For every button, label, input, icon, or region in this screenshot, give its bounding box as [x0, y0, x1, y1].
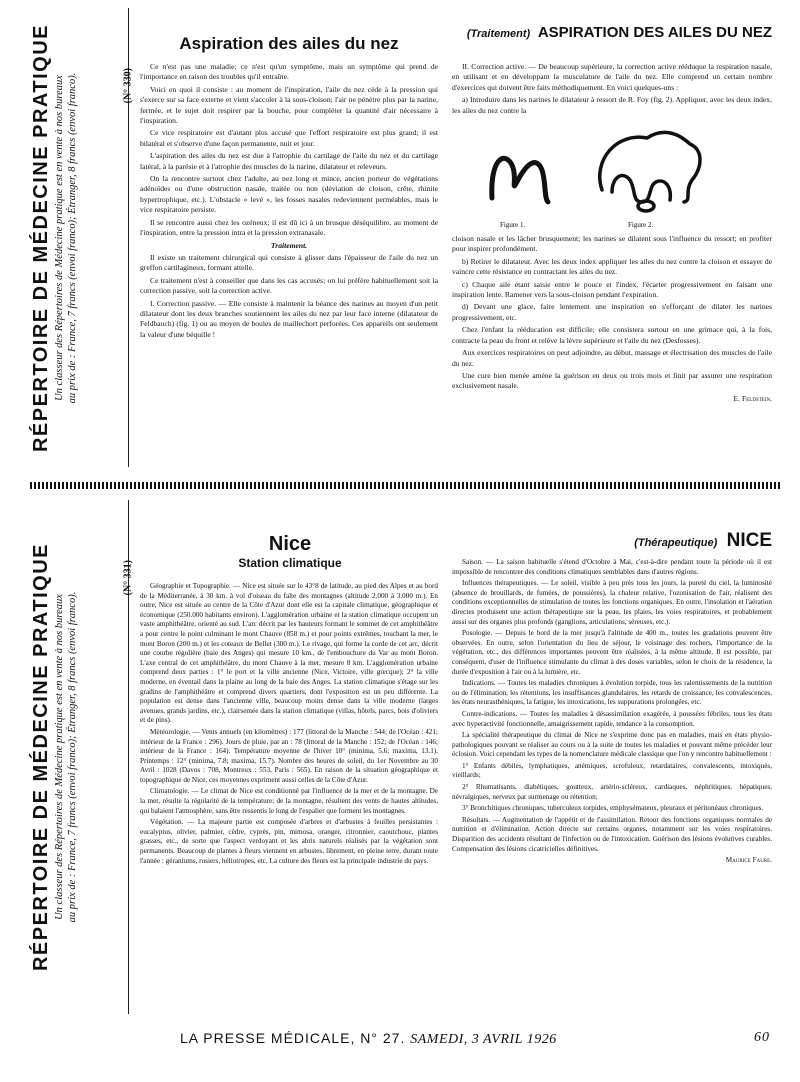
card-number: (N° 331): [122, 560, 133, 596]
article-title: Nice: [268, 533, 312, 555]
publication-name: LA PRESSE MÉDICALE,: [180, 1030, 356, 1046]
header-tag: (Traitement): [466, 28, 531, 40]
paragraph: 2° Rhumatisants, diabétiques, goutteux, artério-scléreux, cardiaques, néphritiques, hépatiques, névralgiques, nerveux par surmenage ou rétention;: [452, 783, 772, 801]
header-tag: (Thérapeutique): [634, 537, 718, 549]
figure-1-caption: Figure 1.: [500, 220, 526, 229]
issue-number: N° 27.: [360, 1030, 406, 1046]
header-title: NICE: [726, 530, 772, 551]
paragraph: cloison nasale et les lâcher brusquement; les narines se dilatent sous l'influence du ressort; en profiter pour inspirer profondément.: [452, 234, 772, 254]
section-heading: Traitement.: [270, 240, 308, 250]
repertoire-card-330: [0, 0, 800, 475]
spine-subtitle-2: au prix de : France, 7 francs (envoi franco); Étranger, 8 francs (envoi franco).: [67, 72, 78, 403]
spine-title: RÉPERTOIRE DE MÉDECINE PRATIQUE: [30, 23, 52, 452]
paragraph: 3° Bronchitiques chroniques, tuberculeux torpides, emphysémateux, pleuraux et péritonéaux chroniques.: [462, 804, 764, 813]
paragraph: Posologie. — Depuis le bord de la mer jusqu'à l'altitude de 400 m., toutes les gradations peuvent être observées. En outre, selon l'orientation du lieu de séjour, le voisinage des rochers, l'importance de la végétation, etc., des différences importantes peuvent être réalisées, à la même altitude. Il est possible, par conséquent, d'user de l'influence stimulante du climat à des doses variables, selon le choix de la résidence, la durée d'exposition à l'air ou à la lumière, etc.: [452, 629, 772, 676]
right-column: [452, 62, 772, 406]
nasal-dilator-figures: [452, 120, 772, 218]
author-signature: Maurice Faure.: [725, 856, 772, 865]
paragraph: Saison. — La saison habituelle s'étend d'Octobre à Mai, c'est-à-dire pendant toute la période où il est impossible de rencontrer des conditions climatiques semblables dans d'autres régions.: [452, 558, 772, 576]
paragraph: b) Retirer le dilatateur. Avec les deux index appliquer les ailes du nez contre la cloison et essayer de vaincre cette résistance en contractant les ailes du nez.: [452, 256, 772, 277]
article-title: Aspiration des ailes du nez: [179, 34, 399, 53]
paragraph: Ce vice respiratoire est d'autant plus accusé que l'effort respiratoire est plus grand; il est bilatéral et s'observe d'une façon permanente, nuit et jour.: [140, 128, 438, 148]
left-column: [140, 582, 438, 868]
paragraph: Ce traitement n'est à conseiller que dans les cas accusés; on lui préfère habituellement soit la correction passive, soit la correction active.: [140, 275, 438, 296]
figure-1-dilator: [492, 158, 548, 202]
card-spine: [28, 8, 133, 467]
paragraph: Climatologie. — Le climat de Nice est conditionné par l'influence de la mer et de la montagne. De la mer, résulte la régularité de la température; de la montagne, résultent des vents de hautes altitudes, qui balaient l'atmosphère, sans être ressentis le long de l'espalier que forment les montagnes.: [140, 787, 438, 815]
paragraph: Influences thérapeutiques. — Le soleil, visible à peu près tous les jours, la pureté du ciel, la luminosité (absence de brouillards, de fumées, de poussières), la chaleur relative, l'ozonisation de l'air, réalisent des conditions exceptionnelles de stimulation de toutes les fonctions organiques. En outre, l'insolation et l'aération directes produisent une action thérapeutique sur la peau, les plaies, les voies respiratoires, et probablement aussi sur des organes plus profonds (ganglions, articulations, séreuses, etc.).: [452, 579, 772, 626]
left-column: [140, 62, 438, 342]
paragraph: Résultats. — Augmentation de l'appétit et de l'assimilation. Retour des fonctions organiques normales de nutrition et d'élimination. Action directe sur certains organes, notamment sur les voies respiratoires. Disparition des accidents résultant de l'infection ou de l'intoxication. Guérison des lésions évolutives curables. Compensation des lésions cicatricielles définitives.: [452, 815, 772, 853]
page-number: 60: [754, 1030, 770, 1045]
paragraph: Météorologie. — Vents annuels (en kilomètres) : 177 (littoral de la Manche : 544; de l'Océan : 421; intérieur de la France : 296). Jours de pluie, par an : 78 (littoral de la Manche : 152; de l'Océan : 146; intérieur de la France : 164). Température moyenne de l'hiver 10° (minima, 5.6; maxima, 13.1). Printemps : 12° (minima, 7.8; maxima, 15.7). Nombre des heures de soleil, du 1er Novembre au 30 Avril : 1028 (Davos : 708, Montreux : 553, Paris : 565). En raison de la situation géographique et topographique de Nice, ces moyennes expriment aussi celles de la Côte d'Azur.: [140, 727, 438, 784]
figure-2-dilator: [600, 132, 700, 211]
figure-2-caption: Figure 2.: [628, 220, 654, 229]
article-header: [467, 24, 772, 41]
article-subtitle: Station climatique: [238, 556, 342, 570]
spine-title: RÉPERTOIRE DE MÉDECINE PRATIQUE: [30, 542, 52, 972]
paragraph: c) Chaque aile étant saisie entre le pouce et l'index, l'écarter progressivement en faisant une inspiration lente. Ramener vers la sous-cloison pendant l'expiration.: [452, 279, 772, 300]
paragraph: 1° Enfants débiles, lymphatiques, anémiques, scrofuleux, retardataires, convalescents, intoxiqués, vieillards;: [452, 761, 772, 780]
card-number: (N° 330): [122, 68, 133, 104]
paragraph: Il se rencontre aussi chez les ozéneux; il est dû ici à un brusque déséquilibre, au moment de l'inspiration, entre la pression intra et la pression extranasale.: [140, 217, 438, 238]
paragraph: II. Correction active. — De beaucoup supérieure, la correction active rééduque la respiration nasale, en utilisant et en développant la musculature de l'aile du nez. Elle comprend un certain nombre d'exercices qui doivent être faits méthodiquement. En voici quelques-uns :: [452, 62, 772, 92]
publication-line: [180, 1030, 557, 1048]
paragraph: Ce n'est pas une maladie; ce n'est qu'un symptôme, mais un symptôme qui prend de l'importance en raison des troubles qu'il entraîne.: [140, 62, 438, 82]
spine-subtitle-1: Un classeur des Répertoires de Médecine pratique est en vente à nos bureaux: [54, 74, 65, 401]
paragraph: Végétation. — La majeure partie est composée d'arbres et d'arbustes à feuilles persistantes : eucalyptus, olivier, palmier, cèdre, cyprès, pin, mimosa, oranger, citronnier, caoutchouc, plantes grasses, etc., de sorte que l'aspect verdoyant et les abris naturels réalisés par la végétation sont permanents. Beaucoup de plantes à fleurs viennent en arbustes, librement, en pleine terre, durant toute l'année : géraniums, rosiers, héliotropes, etc. La culture des fleurs est la principale industrie du pays.: [140, 818, 438, 865]
paragraph: Contre-indications. — Toutes les maladies à désassimilation exagérée, à poussées fébriles, tous les états avec hyperactivité fonctionnelle, amaigrissement rapide, tendance à la consomption.: [452, 709, 772, 728]
spine-text: [30, 502, 126, 1012]
paragraph: a) Introduire dans les narines le dilatateur à ressort de R. Foy (fig. 2). Appliquer, avec les deux index, les ailes du nez contre la: [452, 95, 772, 115]
right-column: [452, 558, 772, 868]
paragraph: La spécialité thérapeutique du climat de Nice ne s'exprime donc pas en maladies, mais en états physio-pathologiques pouvant se réaliser au cours ou à la suite de toutes les maladies et pouvant même précéder leur éclosion. Voici cependant les types de la nomenclature médicale classique que l'on y rencontre habituellement :: [452, 731, 772, 759]
spine-text: [30, 8, 126, 468]
paragraph: On la rencontre surtout chez l'adulte, au nez long et mince, ancien porteur de végétations adénoïdes ou d'une obstruction nasale, traitée ou non (déviation de cloison, crête, rhinite hypertrophique, etc.). L'obstacle « levé », les fosses nasales redeviennent perméables, mais le vice respiratoire persiste.: [140, 174, 438, 215]
page-footer: [140, 1026, 770, 1052]
paragraph: d) Devant une glace, faire lentement une inspiration en s'efforçant de dilater les narines progressivement, etc.: [452, 302, 772, 322]
spine-subtitle-2: au prix de : France, 7 francs (envoi franco); Étranger, 8 francs (envoi franco).: [67, 591, 78, 923]
author-signature: E. Feldstein.: [733, 393, 772, 403]
issue-date: SAMEDI, 3 AVRIL 1926: [410, 1032, 557, 1047]
header-title: ASPIRATION DES AILES DU NEZ: [537, 24, 772, 41]
paragraph: Il existe un traitement chirurgical qui consiste à glisser dans l'épaisseur de l'aile du nez un greffon cartilagineux, formant attelle.: [140, 252, 438, 273]
paragraph: I. Correction passive. — Elle consiste à maintenir la béance des narines au moyen d'un petit dilatateur dont les deux branches soutiennent les ailes du nez par leur face interne (dilatateur de Feldbauch) (fig. 1) ou au moyen de boules de maillechort perforées. Ces appareils ont seulement la valeur d'une béquille !: [140, 298, 438, 339]
paragraph: Indications. — Toutes les maladies chroniques à évolution torpide, tous les ralentissements de la nutrition ou de l'élimination, les rétentions, les insuffisances glandulaires, les retards de croissance, les convalescences, les états neurasthéniques, la fatigue, les intoxications, les suppurations prolongées, etc.: [452, 679, 772, 707]
article-header: [634, 530, 772, 552]
spine-subtitle-1: Un classeur des Répertoires de Médecine pratique est en vente à nos bureaux: [54, 594, 65, 920]
paragraph: Voici en quoi il consiste : au moment de l'inspiration, l'aile du nez cède à la pression qui s'exerce sur sa face externe et vient s'accoler à la sous-cloison; l'air ne pénètre plus par la narine, fermée, et le sujet doit respirer par la bouche, pour compléter la quantité d'air nécessaire à l'inspiration.: [140, 84, 438, 126]
card-spine: [28, 500, 133, 1014]
paragraph: Chez l'enfant la rééducation est difficile; elle consistera surtout en une grimace qui, à la fois, contracte la peau du front et relève la lèvre supérieure et l'aile du nez (Desfosses).: [452, 325, 772, 345]
paragraph: Aux exercices respiratoires on peut adjoindre, au début, massage et électrisation des muscles de l'aile du nez.: [452, 348, 772, 368]
paragraph: Une cure bien menée amène la guérison en deux ou trois mois et finit par assurer une respiration exclusivement nasale.: [452, 370, 772, 391]
figures: [452, 120, 772, 230]
card-perforation-divider: [30, 482, 780, 489]
paragraph: Géographie et Topographie. — Nice est située sur le 43°8 de latitude, au pied des Alpes et au bord de la Méditerranée, à 30 km. à vol d'oiseau du faîte des montagnes (altitude 2.000 à 3.000 m.). En outre, Nice est située au centre de la Côte d'Azur dont elle est la capitale climatique, géographique et économique (250.000 habitants environ). L'agglomération urbaine et la station climatique occupent un vaste amphithéâtre, orienté au sud. L'arc décrit par les hauteurs formant le sommet de cet amphithéâtre a pour centre le point culminant le mont Chauve (858 m.) et pour points extrêmes, touchant la mer, le mont Boron (200 m.) et les coteaux de Bellet (300 m.). Le rivage, qui forme la corde de cet arc, décrit une courbe régulière (baie des Anges) qui mesure 10 km., de l'embouchure du Var au mont Boron. L'axe central de cet amphithéâtre, du mont Chauve à la mer, mesure 8 km. L'agglomération urbaine comprend deux parties : 1° le port et la ville ancienne (Nice, Victoire, ville grecque); 2° la ville moderne, en éventail dans la plaine au long de la baie des Anges. La station climatique s'étage sur les gradins de l'amphithéâtre et comprend divers quartiers, dont l'exposition est un peu différente. La population est dense dans l'ancienne ville, beaucoup moins dense dans la ville moderne (larges avenues, grands jardins, etc.), clairsemée dans la station climatique (villas, hôtels, parcs, bois d'oliviers et de pins).: [140, 582, 438, 725]
paragraph: L'aspiration des ailes du nez est due à l'atrophie du cartilage de l'aile du nez et du cartilage latéral, à la parésie et à l'atrophie des muscles de la narine, dilatateur et releveurs.: [140, 151, 438, 171]
